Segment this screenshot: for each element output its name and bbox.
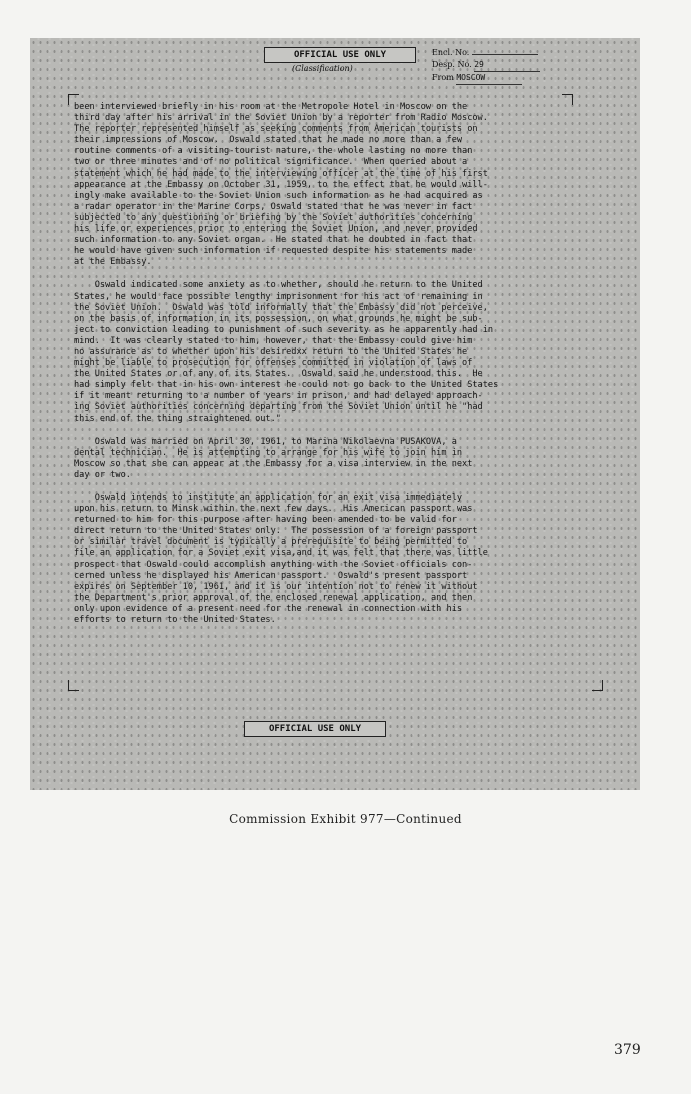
- from-value: MOSCOW: [456, 72, 522, 85]
- corner-bracket: [592, 680, 603, 691]
- scanned-document: [30, 38, 640, 790]
- page-number: 379: [614, 1042, 641, 1058]
- classification-label: (Classification): [292, 64, 353, 73]
- exhibit-caption: Commission Exhibit 977—Continued: [229, 812, 462, 826]
- encl-value: [472, 54, 538, 55]
- desp-value: 29: [474, 59, 540, 72]
- dispatch-meta: [432, 47, 540, 85]
- paragraph: Oswald intends to institute an application for an exit visa immediately upon his return to Minsk within the next few days. His American passport was returned to him for this purpose after having been amended to be valid for direct return to the United States only. The possession of a foreign passport or similar travel document is typically a prerequisite to being permitted to file an application for a Soviet exit visa,and it was felt that there was little prospect that Oswald could accomplish anything with the Soviet officials con- cerned unless he displayed his American passport. Oswald's present passport expires on September 10, 1961, and it is our intention not to renew it without the Department's prior approval of the enclosed renewal application, and then only upon evidence of a present need for the renewal in connection with his efforts to return to the United States.: [74, 493, 488, 626]
- classification-box-top: OFFICIAL USE ONLY: [264, 47, 416, 63]
- encl-label: Encl. No.: [432, 48, 470, 57]
- paragraph: been interviewed briefly in his room at the Metropole Hotel in Moscow on the third day after his arrival in the Soviet Union by a reporter from Radio Moscow. The reporter represented himself as seeking comments from American tourists on their impressions of Moscow. Oswald stated that he made no more than a few routine comments of a visiting-tourist nature, the whole lasting no more than two or three minutes and of no political significance. When queried about a statement which he had made to the interviewing officer at the time of his first appearance at the Embassy on October 31, 1959, to the effect that he would will- ingly make available to the Soviet Union such information as he had acquired as a radar operator in the Marine Corps, Oswald stated that he was never in fact subjected to any questioning or briefing by the Soviet authorities concerning his life or experiences prior to entering the Soviet Union, and never provided such information to any Soviet organ. He stated that he doubted in fact that he would have given such information if requested despite his statements made at the Embassy.: [74, 102, 488, 268]
- desp-label: Desp. No.: [432, 60, 472, 69]
- paragraph: Oswald indicated some anxiety as to whether, should he return to the United States, he would face possible lengthy imprisonment for his act of remaining in the Soviet Union. Oswald was told informally that the Embassy did not perceive, on the basis of information in its possession, on what grounds he might be sub- ject to conviction leading to punishment of such severity as he apparently had in mind. It was clearly stated to him, however, that the Embassy could give him no assurance as to whether upon his desiredxx return to the United States he might be liable to prosecution for offenses committed in violation of laws of the United States or of any of its States. Oswald said he understood this. He had simply felt that in his own interest he could not go back to the United States if it meant returning to a number of years in prison, and had delayed approach- ing Soviet authorities concerning departing from the Soviet Union until he "had this end of the thing straightened out.": [74, 280, 499, 424]
- from-label: From: [432, 73, 454, 82]
- classification-box-bottom: OFFICIAL USE ONLY: [244, 721, 386, 737]
- corner-bracket: [68, 680, 79, 691]
- paragraph: Oswald was married on April 30, 1961, to Marina Nikolaevna PUSAKOVA, a dental technician. He is attempting to arrange for his wife to join him in Moscow so that she can appear at the Embassy for a visa interview in the next day or two.: [74, 436, 473, 480]
- document-body: [74, 102, 602, 638]
